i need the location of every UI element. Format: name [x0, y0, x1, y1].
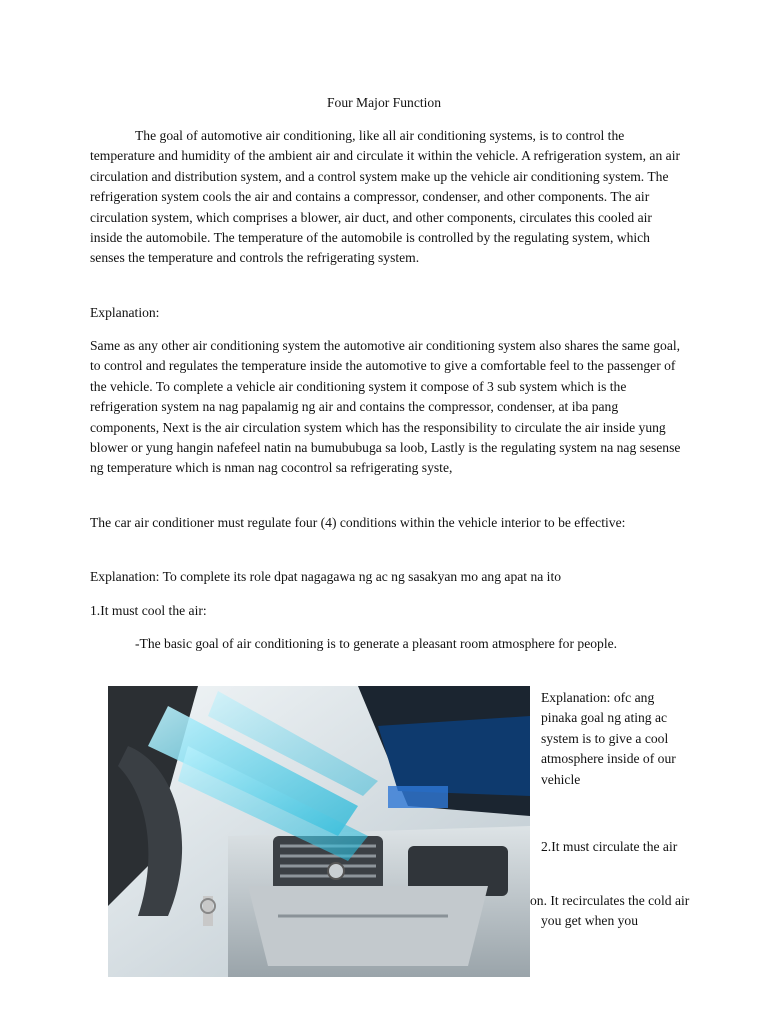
- item-1-detail: -The basic goal of air conditioning is to generate a pleasant room atmosphere for people.: [135, 636, 618, 651]
- intro-paragraph: The goal of automotive air conditioning, like all air conditioning systems, is to control the temperature and humidity of the ambient air and circulate it within the vehicle. A refrigeration system, an air circulation and distribution system, and a control system make up the vehicle air conditioning system. The refrigeration system cools the air and contains a compressor, condenser, and other components. The air circulation system, which comprises a blower, air duct, and other components, circulates this cooled air inside the automobile. The temperature of the automobile is controlled by the regulating system, which senses the temperature and controls the refrigerating system.: [90, 128, 680, 266]
- side-tail-line-1: on. It recirculates the cold air: [530, 893, 690, 908]
- role-explanation: Explanation: To complete its role dpat nagagawa ng ac ng sasakyan mo ang apat na ito: [90, 569, 562, 584]
- explanation-label: Explanation:: [90, 305, 160, 320]
- item-1-heading: 1.It must cool the air:: [90, 603, 207, 618]
- item-2-heading: 2.It must circulate the air: [541, 839, 678, 854]
- side-explanation: Explanation: ofc ang pinaka goal ng ating ac system is to give a cool atmosphere inside of our vehicle: [541, 690, 676, 787]
- car-ac-vent-photo: [108, 686, 530, 977]
- car-dashboard-illustration: [108, 686, 530, 977]
- explanation-paragraph: Same as any other air conditioning system the automotive air conditioning system also shares the same goal, to control and regulates the temperature inside the automotive to give a comfortable feel to the passenger of the vehicle. To complete a vehicle air conditioning system it compose of 3 sub system which is the refrigeration system na nag papalamig ng air and contains the compressor, condenser, at iba pang components, Next is the air circulation system which has the responsibility to circulate the air inside yung blower or yung hangin nafefeel natin na bumububuga sa loob, Lastly is the regulating system na nag sesense ng temperature which is nman nag cocontrol sa refrigerating syste,: [90, 338, 681, 476]
- document-title: Four Major Function: [326, 95, 442, 110]
- side-tail-line-2: you get when you: [541, 913, 639, 928]
- conditions-paragraph: The car air conditioner must regulate four (4) conditions within the vehicle interior to be effective:: [90, 515, 626, 530]
